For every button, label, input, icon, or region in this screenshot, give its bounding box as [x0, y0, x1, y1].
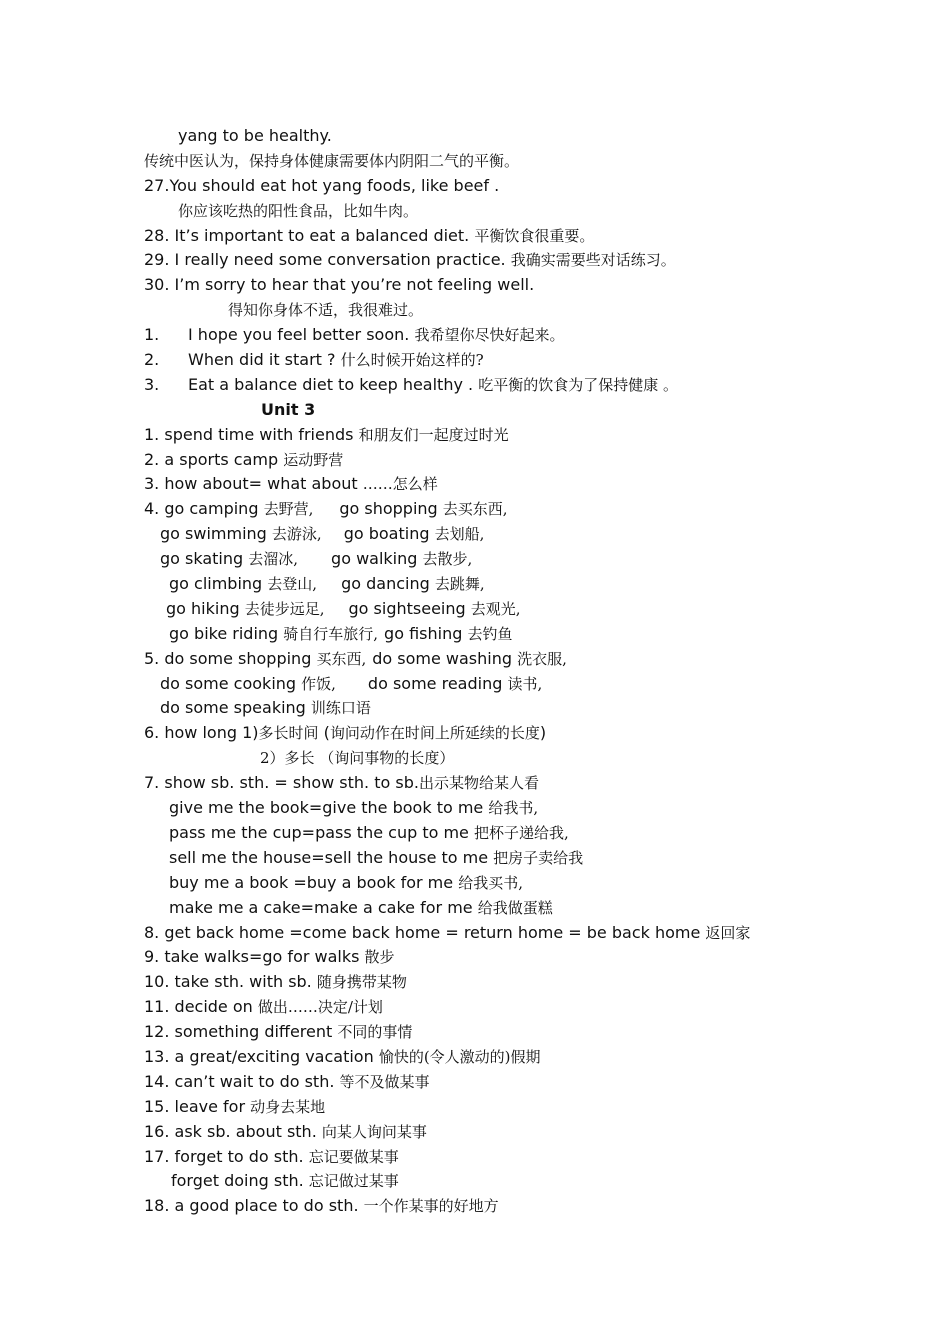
text-line: 12. something different 不同的事情: [144, 1022, 413, 1042]
list-item: 2. When did it start ? 什么时候开始这样的?: [144, 350, 484, 370]
text-line: make me a cake=make a cake for me 给我做蛋糕: [169, 897, 553, 917]
text-line: 9. take walks=go for walks 散步: [144, 947, 395, 967]
text-line: 16. ask sb. about sth. 向某人询问某事: [144, 1121, 427, 1141]
text-line: pass me the cup=pass the cup to me 把杯子递给我,: [169, 822, 569, 842]
text-line: 17. forget to do sth. 忘记要做某事: [144, 1146, 399, 1166]
text-line: 7. show sb. sth. = show sth. to sb.出示某物给某人看: [144, 773, 539, 793]
text-line: yang to be healthy.: [178, 126, 332, 145]
text-line: 15. leave for 动身去某地: [144, 1096, 326, 1116]
text-line: 14. can’t wait to do sth. 等不及做某事: [144, 1071, 430, 1091]
text-line: 8. get back home =come back home = return home = be back home 返回家: [144, 922, 751, 942]
text-line: 13. a great/exciting vacation 愉快的(令人激动的)假期: [144, 1046, 541, 1066]
text-line: sell me the house=sell the house to me 把房子卖给我: [169, 847, 584, 867]
text-line: 30. I’m sorry to hear that you’re not feeling well.: [144, 275, 535, 295]
text-line: do some cooking 作饭, do some reading 读书,: [160, 673, 543, 693]
document-body: [144, 124, 904, 1219]
text-line: go swimming 去游泳, go boating 去划船,: [160, 524, 485, 544]
text-line: 5. do some shopping 买东西, do some washing 洗衣服,: [144, 648, 567, 668]
text-line: do some speaking 训练口语: [160, 698, 371, 718]
text-line: 传统中医认为，保持身体健康需要体内阴阳二气的平衡。: [144, 151, 520, 170]
text-line: forget doing sth. 忘记做过某事: [171, 1171, 399, 1191]
text-line: 4. go camping 去野营, go shopping 去买东西,: [144, 499, 508, 519]
text-line: 18. a good place to do sth. 一个作某事的好地方: [144, 1196, 499, 1216]
text-line: 10. take sth. with sb. 随身携带某物: [144, 972, 407, 992]
text-line: 11. decide on 做出……决定/计划: [144, 997, 383, 1017]
text-line: 29. I really need some conversation practice. 我确实需要些对话练习。: [144, 250, 676, 270]
section-heading: Unit 3: [261, 399, 316, 419]
text-line: go skating 去溜冰, go walking 去散步,: [160, 549, 473, 569]
text-line: 得知你身体不适，我很难过。: [228, 301, 424, 320]
text-line: buy me a book =buy a book for me 给我买书,: [169, 872, 523, 892]
text-line: go hiking 去徒步远足, go sightseeing 去观光,: [166, 598, 521, 618]
text-line: 你应该吃热的阳性食品，比如牛肉。: [178, 201, 419, 220]
text-line: 27.You should eat hot yang foods, like beef .: [144, 175, 500, 195]
text-line: give me the book=give the book to me 给我书,: [169, 798, 539, 818]
list-item: 3. Eat a balance diet to keep healthy . 吃平衡的饮食为了保持健康 。: [144, 374, 678, 394]
text-line: 6. how long 1)多长时间 (询问动作在时间上所延续的长度): [144, 723, 547, 743]
list-item: 1. I hope you feel better soon. 我希望你尽快好起来。: [144, 325, 565, 345]
text-line: 2. a sports camp 运动野营: [144, 449, 344, 469]
text-line: go climbing 去登山, go dancing 去跳舞,: [169, 574, 485, 594]
text-line: 1. spend time with friends 和朋友们一起度过时光: [144, 424, 509, 444]
text-line: 2）多长 （询问事物的长度）: [260, 749, 455, 768]
text-line: go bike riding 骑自行车旅行, go fishing 去钓鱼: [169, 623, 513, 643]
text-line: 3. how about= what about ……怎么样: [144, 474, 438, 494]
text-line: 28. It’s important to eat a balanced diet. 平衡饮食很重要。: [144, 225, 595, 245]
